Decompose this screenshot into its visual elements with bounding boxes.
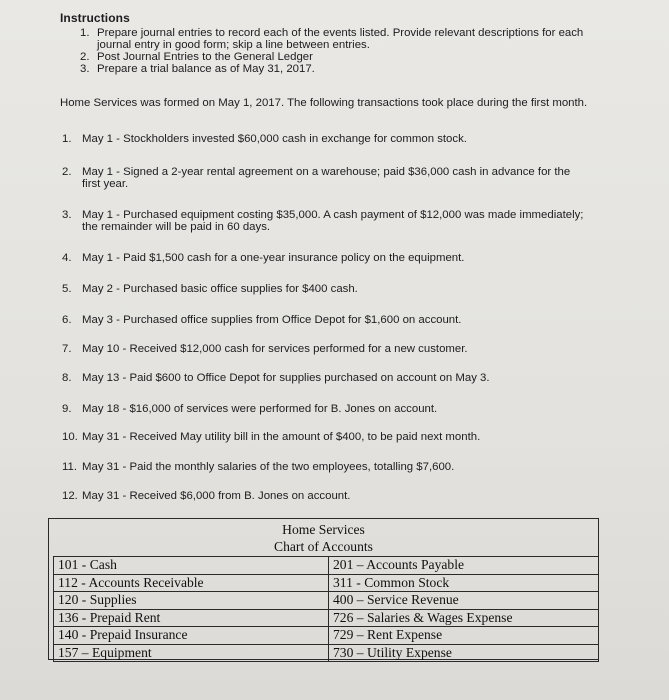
chart-of-accounts-table [48, 518, 599, 660]
transaction-text: May 13 - Paid $600 to Office Depot for supplies purchased on account on May 3. [82, 372, 490, 384]
transaction-item [62, 490, 590, 502]
transaction-number: 11. [62, 461, 77, 473]
transaction-text: May 31 - Received $6,000 from B. Jones on account. [82, 490, 351, 502]
instruction-number: 1. [80, 27, 90, 39]
instruction-text: Prepare journal entries to record each of the events listed. Provide relevant descriptions for each journal entry in good form; skip a line between entries. [97, 27, 584, 51]
instructions-list [80, 27, 600, 75]
transaction-item [62, 314, 590, 326]
instruction-text: Post Journal Entries to the General Ledger [97, 51, 313, 63]
transaction-item [62, 343, 590, 355]
instruction-number: 3. [80, 63, 90, 75]
instruction-item [80, 27, 600, 51]
instruction-item [80, 51, 600, 63]
account-cell: 201 – Accounts Payable [329, 557, 599, 575]
asset-account-cell: 140 - Prepaid Insurance [54, 627, 329, 645]
table-row [54, 627, 599, 645]
table-row [54, 644, 599, 662]
transaction-number: 7. [62, 343, 72, 355]
transaction-number: 3. [62, 209, 72, 221]
transaction-item [62, 166, 590, 190]
table-row [54, 592, 599, 610]
account-cell: 400 – Service Revenue [329, 592, 599, 610]
table-row [54, 574, 599, 592]
transaction-number: 6. [62, 314, 72, 326]
transaction-text: May 31 - Received May utility bill in the amount of $400, to be paid next month. [82, 431, 481, 443]
coa-title: Chart of Accounts [274, 539, 373, 554]
transaction-item [62, 461, 590, 473]
transaction-text: May 31 - Paid the monthly salaries of the two employees, totalling $7,600. [82, 461, 455, 473]
instructions-heading: Instructions [60, 11, 130, 25]
transaction-item [62, 283, 590, 295]
asset-account-cell: 157 – Equipment [54, 644, 329, 662]
asset-account-cell: 112 - Accounts Receivable [54, 574, 329, 592]
transaction-number: 10. [62, 431, 78, 443]
transaction-item [62, 372, 590, 384]
transaction-text: May 1 - Purchased equipment costing $35,000. A cash payment of $12,000 was made immediately; the remainder will be paid in 60 days. [82, 209, 584, 233]
table-row [54, 609, 599, 627]
transaction-text: May 2 - Purchased basic office supplies for $400 cash. [82, 283, 358, 295]
transaction-item [62, 209, 590, 233]
transaction-text: May 1 - Paid $1,500 cash for a one-year insurance policy on the equipment. [82, 252, 465, 264]
asset-account-cell: 101 - Cash [54, 557, 329, 575]
instruction-number: 2. [80, 51, 90, 63]
account-cell: 730 – Utility Expense [329, 644, 599, 662]
transaction-text: May 3 - Purchased office supplies from Office Depot for $1,600 on account. [82, 314, 462, 326]
asset-account-cell: 136 - Prepaid Rent [54, 609, 329, 627]
transaction-number: 2. [62, 166, 72, 178]
asset-account-cell: 120 - Supplies [54, 592, 329, 610]
transaction-text: May 10 - Received $12,000 cash for services performed for a new customer. [82, 343, 468, 355]
transaction-text: May 1 - Signed a 2-year rental agreement on a warehouse; paid $36,000 cash in advance for the first year. [82, 166, 571, 190]
transaction-item [62, 252, 590, 264]
account-cell: 726 – Salaries & Wages Expense [329, 609, 599, 627]
transaction-item [62, 133, 590, 145]
transaction-item [62, 403, 590, 415]
intro-paragraph: Home Services was formed on May 1, 2017. The following transactions took place during the first month. [60, 97, 588, 109]
transaction-number: 5. [62, 283, 72, 295]
instruction-text: Prepare a trial balance as of May 31, 2017. [97, 63, 315, 75]
transaction-number: 8. [62, 372, 72, 384]
transaction-number: 9. [62, 403, 72, 415]
coa-company-name: Home Services [282, 522, 365, 537]
account-cell: 729 – Rent Expense [329, 627, 599, 645]
table-row [54, 557, 599, 575]
transaction-number: 12. [62, 490, 78, 502]
transaction-text: May 1 - Stockholders invested $60,000 cash in exchange for common stock. [82, 133, 467, 145]
transaction-number: 1. [62, 133, 72, 145]
instruction-item [80, 63, 600, 75]
account-cell: 311 - Common Stock [329, 574, 599, 592]
transaction-number: 4. [62, 252, 72, 264]
coa-grid [53, 556, 599, 662]
transaction-text: May 18 - $16,000 of services were performed for B. Jones on account. [82, 403, 438, 415]
transaction-item [62, 431, 590, 443]
